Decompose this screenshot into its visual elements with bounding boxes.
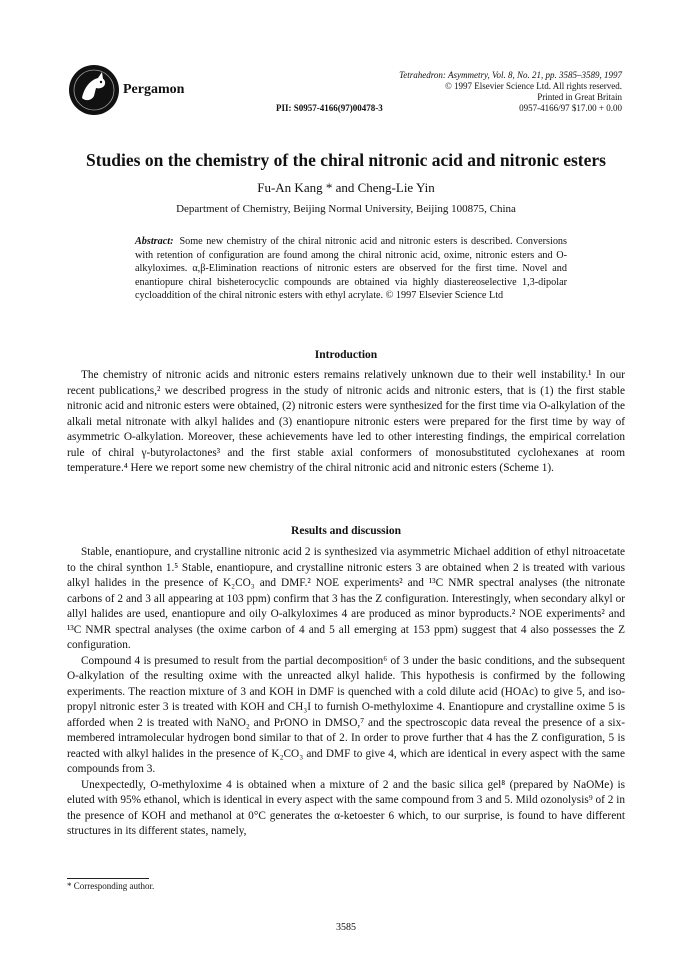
journal-info (399, 70, 622, 103)
paragraph: Unexpectedly, O-methyloxime 4 is obtained when a mixture of 2 and the basic silica gel⁸ (prepared by NaOMe) is eluted with 95% ethanol, which is identical in every aspect with the same compound from 3 and 5. Mild ozonolysis⁹ of 2 in the presence of KOH and methanol at 0°C generates the α-ketoester 6 which, to our surprise, is found to have different structures in its different states, namely, (67, 778, 625, 837)
section-heading-results: Results and discussion (291, 525, 401, 537)
footnote: * Corresponding author. (67, 881, 155, 891)
pii-code: PII: S0957-4166(97)00478-3 (276, 103, 383, 113)
publisher-name: Pergamon (123, 82, 185, 97)
paragraph: The chemistry of nitronic acids and nitronic esters remains relatively unknown due to their well instability.¹ In our recent publications,² we described progress in the study of nitronic acids and nitronic esters, that is (1) the first stable nitronic acid and nitronic esters were obtained, (2) nitronic esters were synthesized for the first time via O-alkylation of the alkali metal nitronate with alkyl halides and (3) enantiopure nitronic esters were prepared for the first time by way of asymmetric O-alkylation. Moreover, these achievements have led to other interesting findings, the empirical correlation rule of chiral γ-butyrolactones³ and the first stable axial conformers of monosubstituted cyclohexanes at room temperature.⁴ Here we report some new chemistry of the chiral nitronic acid and nitronic esters (Scheme 1). (67, 369, 625, 474)
section-heading-introduction: Introduction (314, 349, 378, 361)
journal-citation: Tetrahedron: Asymmetry, Vol. 8, No. 21, pp. 3585–3589, 1997 (399, 70, 622, 80)
abstract-text: Some new chemistry of the chiral nitronic acid and nitronic esters is described. Conversions with retention of configuration are found among the chiral nitronic acid, oxime, nitronic esters and O-alkyloximes. α,β-Elimination reactions of nitronic esters are observed for the first time. Novel and enantiopure chiral bisheterocyclic compounds are obtained via highly diastereoselective 1,3-dipolar cycloaddition of the chiral nitronic esters with ethyl acrylate. © 1997 Elsevier Science Ltd (135, 236, 567, 302)
author-affiliation: Department of Chemistry, Beijing Normal University, Beijing 100875, China (176, 203, 516, 215)
paragraph: Compound 4 is presumed to result from the partial decomposition⁶ of 3 under the basic conditions, and the subsequent O-alkylation of the resulting oxime with the unreacted alkyl halide. This hypothesis is confirmed by the following experiments. The reaction mixture of 3 and KOH in DMF is quenched with a cold dilute acid (HOAc) to give 5, and iso-propyl nitronic ester 3 is treated with KOH and CH₃I to furnish O-methyloxime 4. Enantiopure and crystalline oxime 5 is afforded when 2 is treated with NaNO₂ and PrONO in DMSO,⁷ and the spectroscopic data reveal the presence of a six-membered intramolecular hydrogen bond similar to that of 2. In order to prove further that 4 has the Z configuration, 5 is reacted with alkyl halides in the presence of K₂CO₃ and DMF to give 4, which are identical in every aspect with the same compounds from 3. (67, 654, 625, 775)
pergamon-logo-icon (68, 64, 120, 116)
footnote-rule (67, 878, 149, 879)
paragraph: Stable, enantiopure, and crystalline nitronic acid 2 is synthesized via asymmetric Michael addition of ethyl nitroacetate to the chiral synthon 1.⁵ Stable, enantiopure, and crystalline nitronic esters 3 are obtained when 2 is treated with various alkyl halides in the presence of K₂CO₃ and DMF.² NOE experiments² and ¹³C NMR spectral analyses (the nitronate carbons of 2 and 3 all appearing at 103 ppm) confirm that 3 has the Z configuration. Interestingly, when secondary alkyl or allyl halides are used, enantiopure and oily O-alkyloximes 4 are produced as minor byproducts.² NOE experiments² and ¹³C NMR spectral analyses (the oxime carbon of 4 and 5 all emerging at 153 ppm) suggest that 4 also possesses the Z configuration. (67, 546, 625, 651)
issn-price: 0957-4166/97 $17.00 + 0.00 (519, 103, 622, 113)
copyright-line: © 1997 Elsevier Science Ltd. All rights reserved. (444, 81, 622, 91)
abstract (135, 235, 567, 303)
printed-line: Printed in Great Britain (537, 92, 622, 102)
results-body (67, 545, 625, 840)
introduction-body (67, 368, 625, 477)
paper-title: Studies on the chemistry of the chiral nitronic acid and nitronic esters (86, 150, 606, 170)
page-number: 3585 (336, 922, 356, 933)
paper-authors: Fu-An Kang * and Cheng-Lie Yin (257, 180, 435, 195)
abstract-label: Abstract: (135, 236, 174, 247)
